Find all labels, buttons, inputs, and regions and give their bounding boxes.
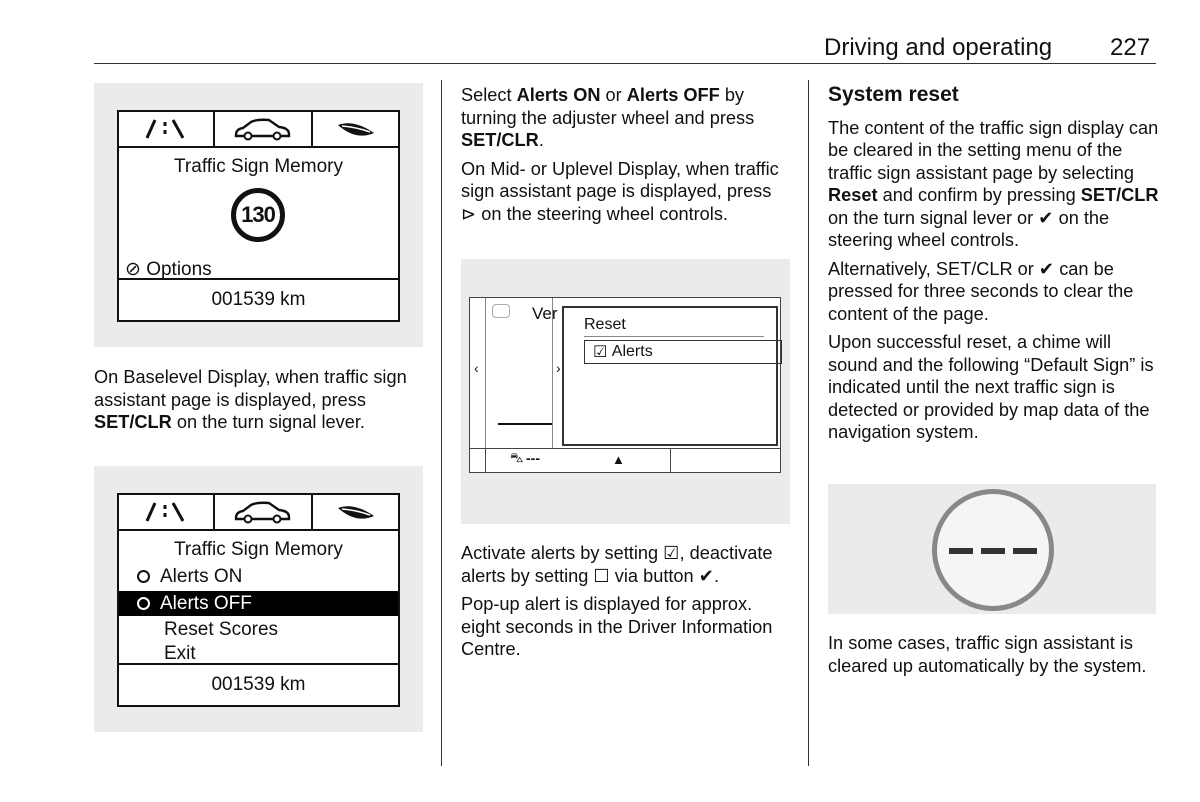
speed-value: 130 [241, 202, 275, 227]
dash [981, 548, 1005, 554]
col2-text-bottom [461, 542, 791, 667]
menu-item-alerts[interactable] [584, 340, 782, 364]
lcd-screen [117, 493, 400, 707]
dash [1013, 548, 1037, 554]
default-sign-icon [932, 489, 1054, 611]
text: On Mid- or Uplevel Display, when traffic sign assistant page is displayed, press [461, 158, 779, 201]
sign-face [937, 494, 1049, 606]
text: on the turn signal lever or ✔ on the steering wheel controls. [828, 207, 1110, 250]
menu-label: Alerts [611, 343, 653, 360]
paragraph [461, 158, 791, 226]
popup-menu [562, 306, 778, 446]
section-heading: System reset [828, 83, 959, 106]
figure-baselevel-display [94, 83, 423, 347]
section-title: Driving and operating [824, 34, 1053, 61]
paragraph [461, 84, 791, 152]
text-bold: Reset [828, 185, 878, 205]
menu-label: Reset Scores [164, 618, 279, 640]
column-divider-2 [808, 80, 809, 766]
text: by turning the adjuster wheel and press [461, 85, 755, 128]
col1-text [94, 366, 424, 440]
text-bold: SET/CLR [1080, 185, 1159, 205]
figure-uplevel-display [461, 259, 790, 524]
paragraph: Activate alerts by setting ☑, deactivate alerts by setting ☐ via button ✔. [461, 543, 773, 586]
options-label: Options [146, 259, 212, 280]
odometer: 001539 km [119, 663, 398, 705]
chevron-left-icon[interactable]: ‹ [474, 360, 479, 376]
speed-limit-sign [231, 188, 285, 242]
paragraph: Pop-up alert is displayed for approx. eight seconds in the Driver Information Centre. [461, 594, 773, 659]
text-bold: Alerts OFF [626, 85, 720, 105]
text: The content of the traffic sign display can be cleared in the setting menu of the traffic sign assistant page by selecting [828, 117, 1159, 183]
chevron-right-icon[interactable]: › [556, 360, 561, 376]
menu-item-reset[interactable]: Reset [584, 316, 626, 333]
status-dashes: --- [526, 450, 540, 466]
menu-label: Exit [164, 642, 196, 664]
radio-icon [137, 570, 150, 583]
divider [485, 448, 486, 472]
traffic-sign-icon: ⛍ [510, 450, 524, 465]
text: on the turn signal lever. [171, 412, 365, 432]
text-bold: SET/CLR [461, 130, 539, 150]
dash [949, 548, 973, 554]
left-label: Ver [532, 304, 558, 323]
text: or [600, 85, 627, 105]
lcd-tab-bar [119, 112, 398, 148]
paragraph [828, 117, 1160, 252]
checkbox-icon: ☑ [593, 344, 612, 361]
car-icon [492, 304, 510, 318]
col3-text-bottom [828, 632, 1160, 683]
divider [670, 448, 671, 472]
menu-item-alerts-on[interactable] [119, 564, 398, 589]
page-number: 227 [1110, 34, 1151, 61]
menu-label: Alerts ON [160, 565, 243, 587]
col2-text-top [461, 84, 791, 231]
paragraph: Alternatively, SET/CLR or ✔ can be pressed for three seconds to clear the content of the page. [828, 258, 1134, 324]
uplevel-screen [469, 297, 781, 473]
odometer: 001539 km [119, 278, 398, 320]
text: Select [461, 85, 517, 105]
divider [485, 298, 486, 448]
car-icon [213, 495, 313, 529]
text: on the steering wheel controls. [476, 203, 728, 224]
play-icon: ⊳ [461, 203, 477, 224]
leaf-icon [313, 112, 398, 146]
lcd-screen [117, 110, 400, 322]
text-bold: Alerts ON [516, 85, 601, 105]
lcd-tab-bar [119, 495, 398, 531]
text-bold: SET/CLR [94, 412, 172, 432]
road-icon: ▲ [612, 452, 625, 467]
figure-default-sign [828, 484, 1156, 614]
lane-icon [119, 495, 213, 529]
figure-alerts-menu [94, 466, 423, 732]
col3-text-top [828, 84, 1160, 450]
header-divider [94, 63, 1156, 64]
menu-item-alerts-off[interactable] [119, 591, 398, 616]
leaf-icon [313, 495, 398, 529]
paragraph: Upon successful reset, a chime will sound and the following “Default Sign” is indicated until the next traffic sign is detected or provided by map data of the navigation system. [828, 332, 1154, 442]
lcd-title: Traffic Sign Memory [174, 156, 343, 177]
divider [584, 336, 764, 337]
text: . [538, 130, 544, 150]
line [498, 423, 552, 425]
paragraph: In some cases, traffic sign assistant is cleared up automatically by the system. [828, 633, 1147, 676]
menu-item-reset-scores[interactable] [119, 617, 398, 642]
lane-icon [119, 112, 213, 146]
text: On Baselevel Display, when traffic sign assistant page is displayed, press [94, 367, 407, 410]
paragraph [94, 366, 424, 434]
radio-icon [137, 597, 150, 610]
menu-label: Alerts OFF [160, 592, 252, 614]
text: and confirm by pressing [877, 185, 1081, 205]
column-divider-1 [441, 80, 442, 766]
status-divider [470, 448, 780, 449]
lcd-title: Traffic Sign Memory [174, 539, 343, 560]
car-icon [213, 112, 313, 146]
check-circle-icon: ⊘ [125, 259, 141, 280]
